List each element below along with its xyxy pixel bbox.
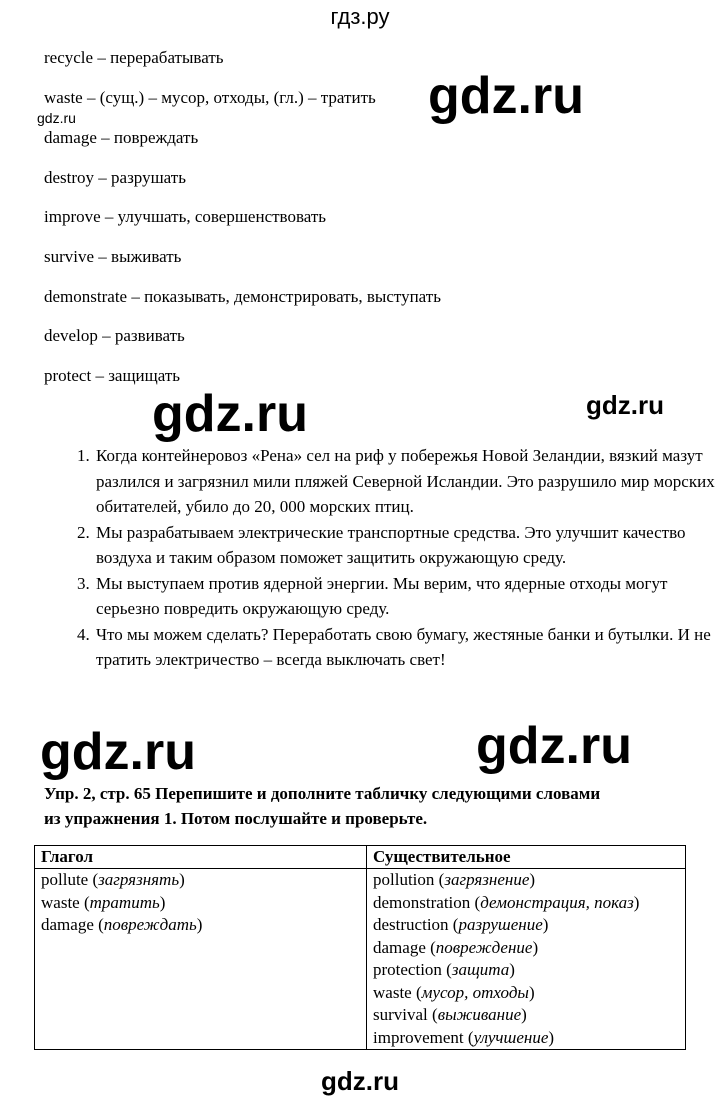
column-header-verb: Глагол xyxy=(35,846,367,869)
verb-entry: waste (тратить) xyxy=(41,892,166,912)
vocab-item: damage – повреждать xyxy=(44,128,199,147)
noun-entry: pollution (загрязнение) xyxy=(373,870,536,889)
task-heading-line: из упражнения 1. Потом послушайте и проверьте. xyxy=(44,809,428,828)
task-heading-line: Упр. 2, стр. 65 Перепишите и дополните табличку следующими словами xyxy=(44,784,601,803)
column-header-noun: Существительное xyxy=(367,846,686,869)
noun-cell xyxy=(367,869,686,1050)
noun-entry: demonstration (демонстрация, показ) xyxy=(373,892,640,912)
translation-item: 3. Мы выступаем против ядерной энергии. Мы верим, что ядерные отходы могут серьезно повредить окружающую среду. xyxy=(94,571,720,622)
translation-item: 1. Когда контейнеровоз «Рена» сел на риф у побережья Новой Зеландии, вязкий мазут разлился и загрязнил мили пляжей Северной Исландии. Это разрушило мир морских обитателей, убило до 20, 000 морских птиц. xyxy=(94,443,720,520)
watermark: gdz.ru xyxy=(586,390,664,420)
vocab-item: protect – защищать xyxy=(44,366,181,385)
vocab-item: recycle – перерабатывать xyxy=(44,48,224,67)
task-heading xyxy=(44,781,694,831)
noun-entry: destruction (разрушение) xyxy=(373,915,549,934)
watermark: gdz.ru xyxy=(428,67,584,125)
noun-entry: survival (выживание) xyxy=(373,1005,527,1024)
watermark: gdz.ru xyxy=(37,110,76,126)
vocab-item: survive – выживать xyxy=(44,247,182,266)
translation-item: 2. Мы разрабатываем электрические транспортные средства. Это улучшит качество воздуха и таким образом поможет защитить окружающую среду. xyxy=(94,520,720,571)
vocab-item: demonstrate – показывать, демонстрировать, выступать xyxy=(44,287,441,306)
verb-entry: damage (повреждать) xyxy=(41,915,203,934)
noun-entry: improvement (улучшение) xyxy=(373,1027,555,1047)
vocab-item: waste – (сущ.) – мусор, отходы, (гл.) – тратить xyxy=(44,88,376,107)
watermark: gdz.ru xyxy=(476,717,632,775)
watermark: gdz.ru xyxy=(40,723,196,781)
vocab-item: develop – развивать xyxy=(44,326,185,345)
watermark: gdz.ru xyxy=(152,385,308,443)
vocab-item: destroy – разрушать xyxy=(44,168,186,187)
noun-entry: waste (мусор, отходы) xyxy=(373,982,535,1002)
translation-item: 4. Что мы можем сделать? Переработать свою бумагу, жестяные банки и бутылки. И не тратить электричество – всегда выключать свет! xyxy=(94,622,720,673)
noun-entry: protection (защита) xyxy=(373,960,515,979)
translation-list xyxy=(60,443,720,673)
vocab-item: improve – улучшать, совершенствовать xyxy=(44,207,327,226)
site-header: гдз.ру xyxy=(330,4,390,29)
noun-entry: damage (повреждение) xyxy=(373,937,539,957)
word-table xyxy=(34,845,686,1050)
verb-entry: pollute (загрязнять) xyxy=(41,870,185,889)
verb-cell xyxy=(35,869,367,1050)
watermark-footer: gdz.ru xyxy=(321,1066,399,1096)
